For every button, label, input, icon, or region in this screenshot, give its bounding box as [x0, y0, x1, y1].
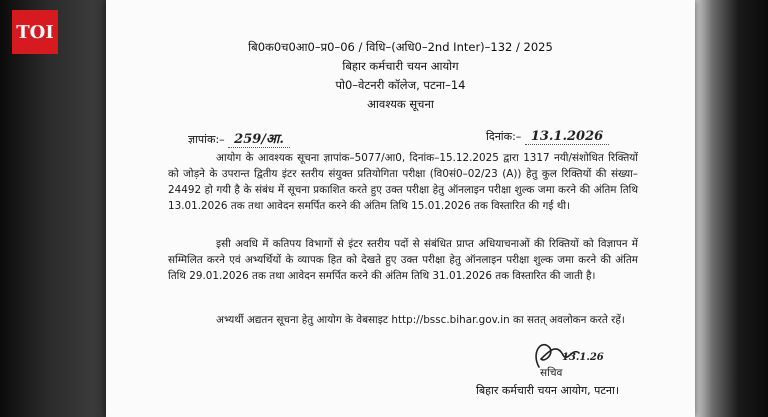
toi-logo[interactable]: TOI: [12, 10, 58, 54]
reference-number: बि0क0च0आ0–प्र0–06 / विधि–(अधि0–2nd Inter)–132 / 2025: [248, 40, 553, 54]
signatory-title: सचिव: [540, 367, 563, 379]
memo-label: ज्ञापांक:–: [188, 133, 225, 146]
memo-line: [188, 129, 290, 148]
background-right-edge: [694, 0, 768, 417]
memo-number: 259/आ.: [228, 129, 290, 148]
date-label: दिनांक:–: [486, 130, 522, 143]
signature-date: 13.1.26: [562, 352, 604, 363]
paragraph-2: इसी अवधि में कतिपय विभागों से इंटर स्तरीय पदों से संबंधित प्राप्त अधियाचनाओं की रिक्तियों को विज्ञापन में सम्मिलित करने एवं अभ्यर्थियों के व्यापक हित को देखते हुए उक्त परीक्षा हेतु ऑनलाइन परीक्षा शुल्क जमा करने की अंतिम तिथि 29.01.2026 तक तथा आवेदन समर्पित करने की अंतिम तिथि 31.01.2026 तक विस्तारित की जाती है।: [168, 238, 638, 282]
date-line: [486, 129, 609, 145]
paragraph-1: आयोग के आवश्यक सूचना ज्ञापांक–5077/आ0, दिनांक–15.12.2025 द्वारा 1317 नयी/संशोधित रिक्तियों को जोड़ने के उपरान्त द्वितीय इंटर स्तरीय संयुक्त प्रतियोगिता परीक्षा (वि0सं0–02/23 (A)) हेतु कुल रिक्तियों की संख्या–24492 हो गयी है के संबंध में सूचना प्रकाशित करते हुए उक्त परीक्षा हेतु ऑनलाइन परीक्षा शुल्क जमा करने की अंतिम तिथि 13.01.2026 तक तथा आवेदन समर्पित करने की अंतिम तिथि 15.01.2026 तक विस्तारित की गई थी।: [168, 152, 638, 212]
footer-organization: बिहार कर्मचारी चयन आयोग, पटना।: [476, 384, 620, 397]
organization-address: पो0–वेटनरी कॉलेज, पटना–14: [335, 78, 466, 92]
notice-document: [106, 0, 695, 417]
date-value: 13.1.2026: [525, 129, 609, 145]
paragraph-3: अभ्यर्थी अद्यतन सूचना हेतु आयोग के वेबसाइट http://bssc.bihar.gov.in का सतत् अवलोकन करते रहें।: [216, 314, 625, 326]
organization-name: बिहार कर्मचारी चयन आयोग: [342, 59, 459, 73]
notice-subject: आवश्यक सूचना: [367, 97, 434, 111]
